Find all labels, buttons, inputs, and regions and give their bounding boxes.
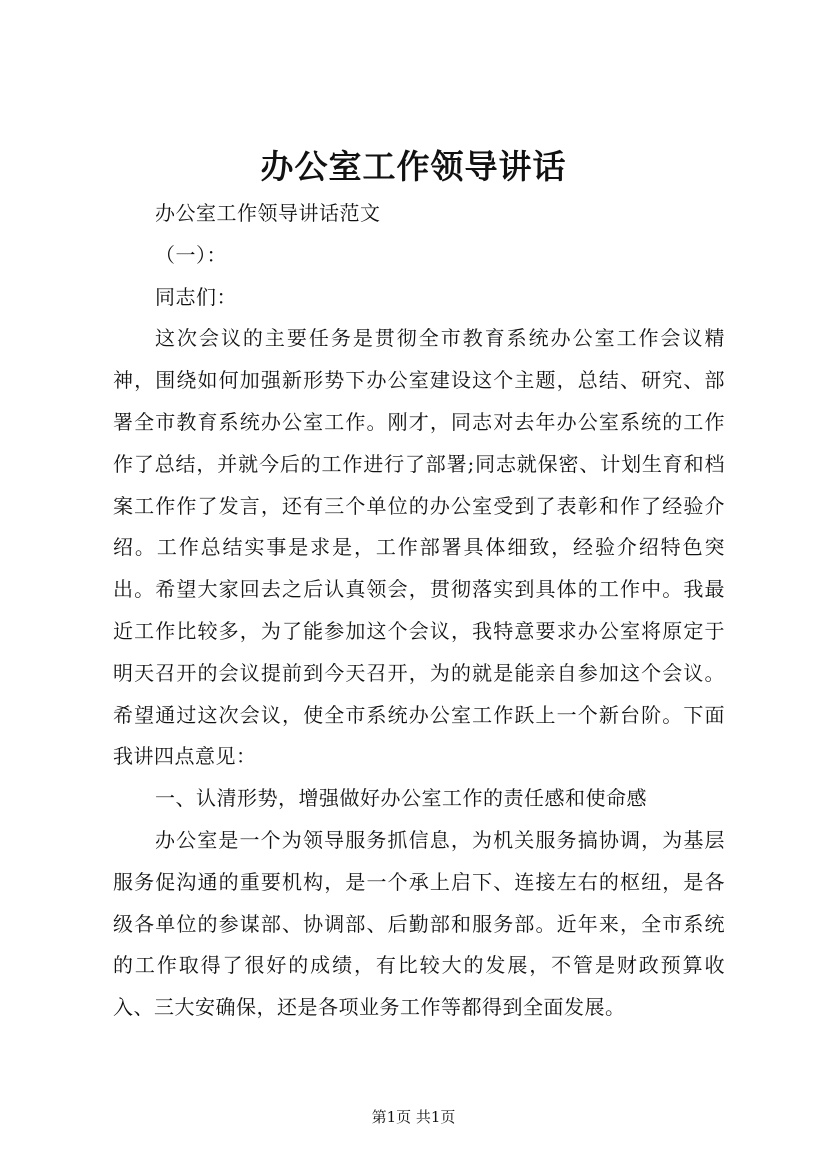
salutation-paragraph: 同志们： [155,284,237,309]
body-paragraph: 这次会议的主要任务是贯彻全市教育系统办公室工作会议精神，围绕如何加强新形势下办公室建设这个主题，总结、研究、部署全市教育系统办公室工作。刚才，同志对去年办公室系统的工作作了总结，并就今后的工作进行了部署;同志就保密、计划生育和档案工作作了发言，还有三个单位的办公室受到了表彰和作了经验介绍。工作总结实事是求是，工作部署具体细致，经验介绍特色突出。希望大家回去之后认真领会，贯彻落实到具体的工作中。我最近工作比较多，为了能参加这个会议，我特意要求办公室将原定于明天召开的会议提前到今天召开，为的就是能亲自参加这个会议。希望通过这次会议，使全市系统办公室工作跃上一个新台阶。下面我讲四点意见： [113,326,725,769]
page-footer: 第1页 共1页 [371,1108,456,1126]
subtitle-paragraph: 办公室工作领导讲话范文 [155,201,381,225]
section-heading-paragraph: 一、认清形势，增强做好办公室工作的责任感和使命感 [155,786,647,811]
document-title: 办公室工作领导讲话 [260,147,567,186]
section-number-paragraph: （一）： [155,242,227,267]
body-paragraph: 办公室是一个为领导服务抓信息，为机关服务搞协调，为基层服务促沟通的重要机构，是一个承上启下、连接左右的枢纽，是各级各单位的参谋部、协调部、后勤部和服务部。近年来，全市系统的工作取得了很好的成绩，有比较大的发展，不管是财政预算收入、三大安确保，还是各项业务工作等都得到全面发展。 [113,827,725,1020]
document-body [113,193,725,1029]
